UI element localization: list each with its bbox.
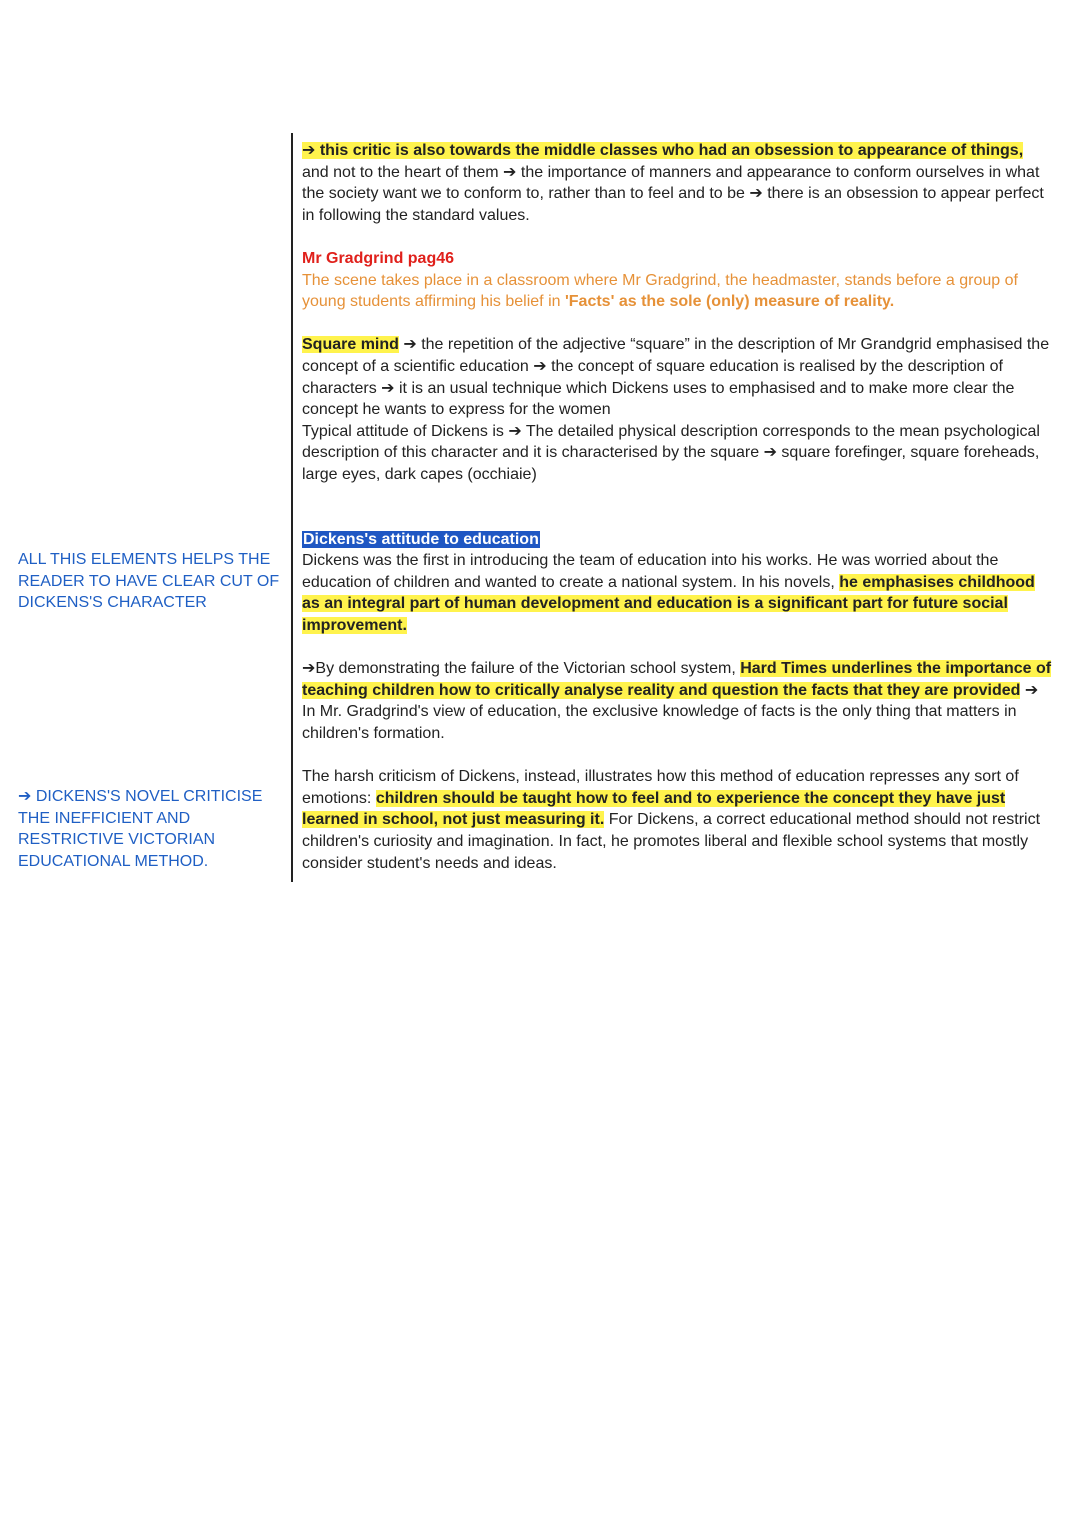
paragraph-harsh-criticism (302, 766, 1054, 874)
vertical-divider (291, 133, 293, 882)
section-title-gradgrind: Mr Gradgrind pag46 (302, 249, 455, 267)
square-mind-text: ➔ the repetition of the adjective “square” in the description of Mr Grandgrid emphasised the concept of a scientific education ➔ the concept of square education is realised by the description of characters ➔ it is an usual technique which Dickens uses to emphasised and to make more clear the concept he wants to express for the women (302, 336, 1050, 419)
side-note-criticism: ➔ DICKENS'S NOVEL CRITICISE THE INEFFICIENT AND RESTRICTIVE VICTORIAN EDUCATIONAL METHOD. (18, 788, 263, 870)
gradgrind-intro-text: The scene takes place in a classroom where Mr Gradgrind, the headmaster, stands before a group of young students affirming his belief in (302, 271, 1018, 311)
highlight-hard-times: Hard Times underlines the importance of teaching children how to critically analyse reality and question the facts that they are provided (302, 660, 1052, 699)
gradgrind-intro-bold: 'Facts' as the sole (only) measure of reality. (564, 293, 895, 311)
section-title-education-wrap (302, 529, 1054, 551)
side-note-character: ALL THIS ELEMENTS HELPS THE READER TO HAVE CLEAR CUT OF DICKENS'S CHARACTER (18, 551, 280, 612)
criticism-start: The harsh criticism of Dickens, instead, illustrates how this method of education represses any sort of emotions: (302, 768, 1019, 807)
highlight-childhood: he emphasises childhood as an integral part of human development and education is a significant part for future social improvement. (302, 573, 1035, 635)
highlight-critic: ➔ this critic is also towards the middle classes who had an obsession to appearance of things, (302, 142, 1024, 159)
paragraph-hard-times (302, 658, 1054, 744)
criticism-end: For Dickens, a correct educational method should not restrict children's curiosity and imagination. In fact, he promotes liberal and flexible school systems that mostly consider student's needs and ideas. (302, 811, 1041, 872)
highlight-feel: children should be taught how to feel and to experience the concept they have just learned in school, not just measuring it. (302, 789, 1006, 829)
hard-times-end: ➔ In Mr. Gradgrind's view of education, the exclusive knowledge of facts is the only thing that matters in children's formation. (302, 681, 1039, 743)
label-square-mind: Square mind (302, 336, 399, 354)
paragraph-square-mind (302, 334, 1054, 420)
gradgrind-intro (302, 270, 1054, 313)
education-text: Dickens was the first in introducing the team of education into his works. He was worried about the education of children and wanted to create a national system. In his novels, (302, 552, 999, 591)
notes-body (302, 140, 1054, 874)
hard-times-start: ➔By demonstrating the failure of the Victorian school system, (302, 660, 741, 678)
section-title-education: Dickens's attitude to education (303, 530, 539, 548)
paragraph-text: and not to the heart of them ➔ the importance of manners and appearance to conform ourselves in what the society want we to conform to, rather than to feel and to be ➔ there is an obsession to appear perfect in following the standard values. (302, 163, 1044, 224)
paragraph-education-first (302, 550, 1054, 636)
paragraph-typical-attitude: Typical attitude of Dickens is ➔ The detailed physical description corresponds to the mean psychological description of this character and it is characterised by the square ➔ square forefinger, square foreheads, large eyes, dark capes (occhiaie) (302, 422, 1040, 483)
paragraph-middle-classes (302, 140, 1054, 226)
